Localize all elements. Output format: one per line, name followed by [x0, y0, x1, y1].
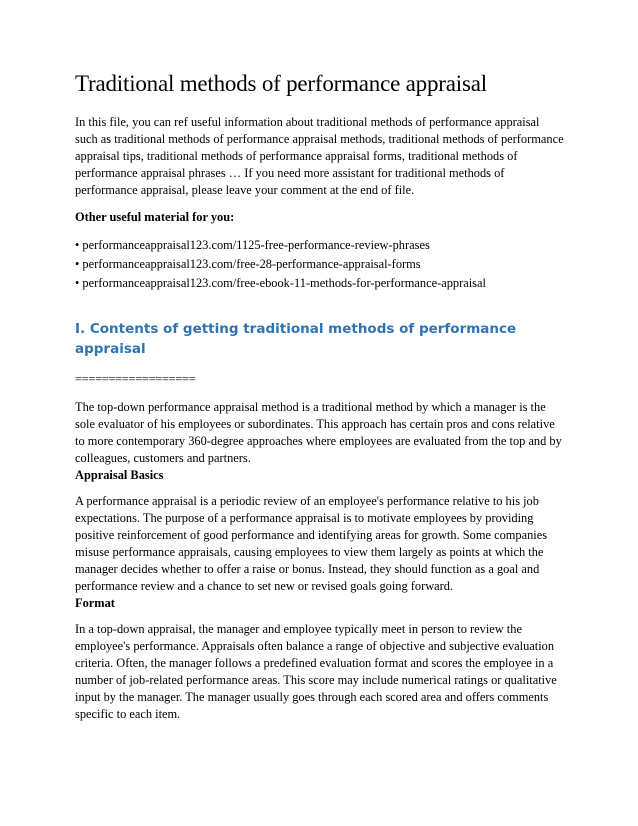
other-material-heading: Other useful material for you:: [75, 210, 235, 224]
body-paragraph: The top-down performance appraisal method is a traditional method by which a manager is the sole evaluator of his employees or subordinates. This approach has certain pros and cons relative to more contemporary 360-degree approaches where employees are evaluated from the top and by colleagues, customers and partners.: [75, 400, 562, 465]
body-paragraph: A performance appraisal is a periodic review of an employee's performance relative to his job expectations. The purpose of a performance appraisal is to motivate employees by providing positive reinforcement of good performance and identifying areas for growth. Some companies misuse performance appraisals, causing employees to view them largely as points at which the manager decides whether to offer a raise or bonus. Instead, they should function as a goal and performance review and a chance to set new or revised goals going forward.: [75, 494, 548, 593]
spacer: [75, 199, 565, 209]
spacer: [75, 484, 565, 493]
subheading-appraisal-basics: Appraisal Basics: [75, 468, 164, 482]
spacer: [75, 388, 565, 399]
spacer: [75, 359, 565, 371]
section-heading: I. Contents of getting traditional methods of performance appraisal: [75, 321, 517, 357]
spacer: [75, 612, 565, 621]
material-link[interactable]: • performanceappraisal123.com/free-ebook-11-methods-for-performance-appraisal: [75, 276, 486, 290]
body-paragraph: In a top-down appraisal, the manager and employee typically meet in person to review the employee's performance. Appraisals often balance a range of objective and subjective evaluation criteria. Often, the manager follows a predefined evaluation format and scores the employee in a number of job-related performance areas. This score may include numerical ratings or qualitative input by the manager. The manager usually goes through each scored area and offers comments specific to each item.: [75, 622, 557, 721]
material-link[interactable]: • performanceappraisal123.com/free-28-performance-appraisal-forms: [75, 257, 421, 271]
document-title: Traditional methods of performance appraisal: [75, 71, 487, 96]
material-link-list: [75, 236, 565, 293]
material-link[interactable]: • performanceappraisal123.com/1125-free-performance-review-phrases: [75, 238, 430, 252]
document-page: [75, 70, 565, 723]
intro-paragraph: In this file, you can ref useful information about traditional methods of performance appraisal such as traditional methods of performance appraisal methods, traditional methods of performance appraisal tips, traditional methods of performance appraisal forms, traditional methods of performance appraisal phrases … If you need more assistant for traditional methods of performance appraisal, please leave your comment at the end of file.: [75, 115, 564, 197]
spacer: [75, 226, 565, 236]
spacer: [75, 293, 565, 319]
subheading-format: Format: [75, 596, 115, 610]
divider-text: ==================: [75, 372, 196, 386]
